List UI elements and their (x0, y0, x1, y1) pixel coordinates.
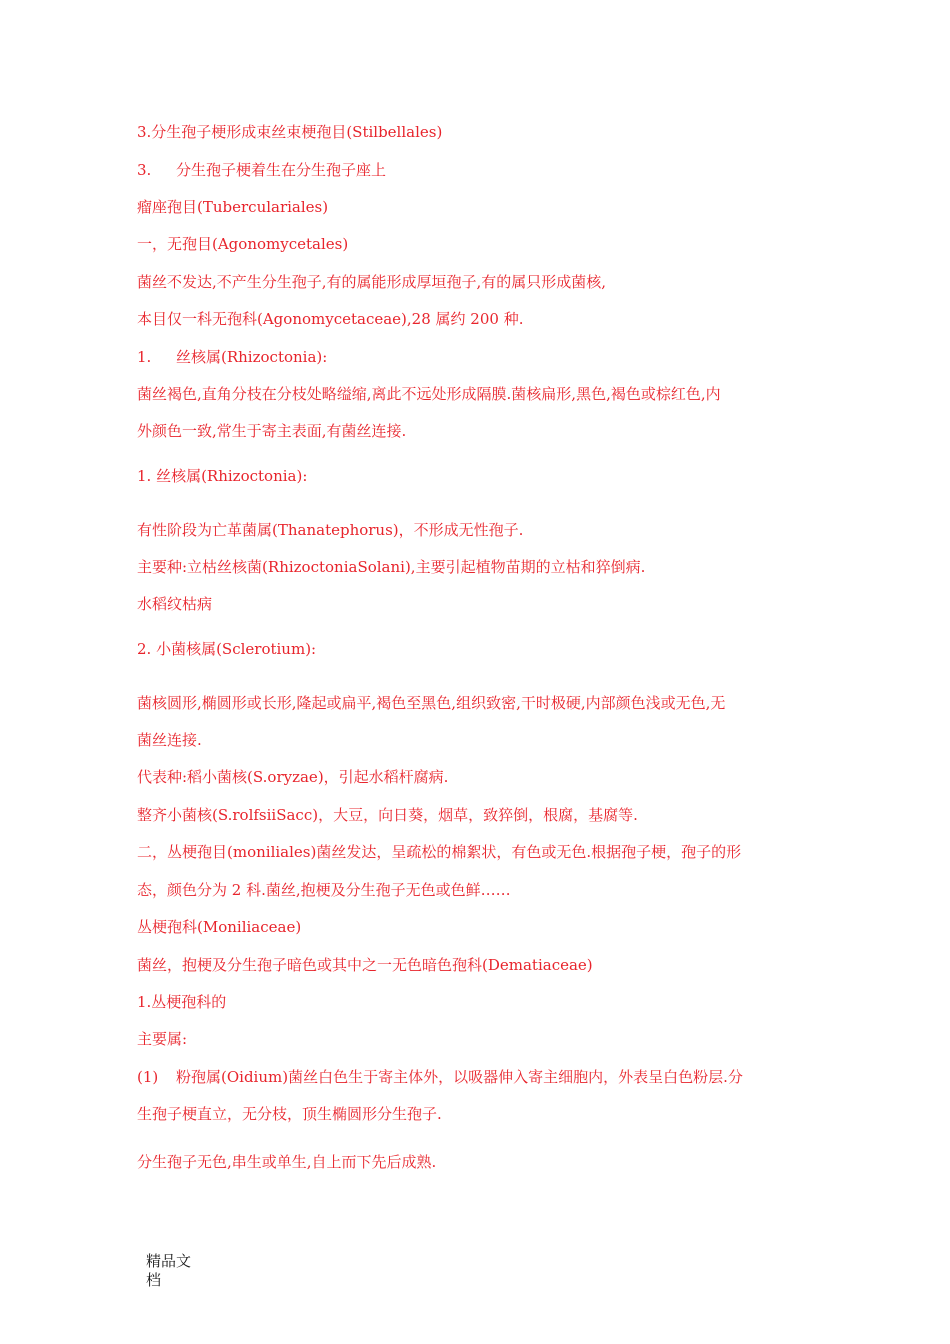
line-7: 1. 丝核属(Rhizoctonia): (137, 348, 328, 366)
footer-line-1: 精品文 (146, 1252, 192, 1270)
line-16: 菌丝连接. (137, 731, 202, 749)
line-2: 3. 分生孢子梗着生在分生孢子座上 (137, 161, 387, 179)
line-8: 菌丝褐色,直角分枝在分枝处略缢缩,离此不远处形成隔膜.菌核扁形,黑色,褐色或棕红色,内 (137, 385, 721, 403)
line-21: 丛梗孢科(Moniliaceae) (137, 918, 302, 936)
line-15: 菌核圆形,椭圆形或长形,隆起或扁平,褐色至黑色,组织致密,干时极硬,内部颜色浅或无色,无 (137, 694, 726, 712)
line-4: 一，无孢目(Agonomycetales) (137, 235, 349, 253)
footer-watermark (146, 1252, 206, 1290)
line-18: 整齐小菌核(S.rolfsiiSacc)，大豆，向日葵，烟草，致猝倒，根腐，基腐等. (137, 806, 638, 824)
line-11: 有性阶段为亡革菌属(Thanatephorus)，不形成无性孢子. (137, 521, 524, 539)
line-13: 水稻纹枯病 (137, 595, 213, 613)
line-1: 3.分生孢子梗形成束丝束梗孢目(Stilbellales) (137, 123, 443, 141)
line-6: 本目仅一科无孢科(Agonomycetaceae),28 属约 200 种. (137, 310, 524, 328)
line-14: 2. 小菌核属(Sclerotium): (137, 640, 317, 658)
line-12: 主要种:立枯丝核菌(RhizoctoniaSolani),主要引起植物苗期的立枯和猝倒病. (137, 558, 646, 576)
line-22: 菌丝，抱梗及分生孢子暗色或其中之一无色暗色孢科(Dematiaceae) (137, 956, 593, 974)
line-17: 代表种:稻小菌核(S.oryzae)，引起水稻杆腐病. (137, 768, 449, 786)
line-20: 态，颜色分为 2 科.菌丝,抱梗及分生孢子无色或色鲜…… (137, 881, 511, 899)
line-23: 1.丛梗孢科的 (137, 993, 227, 1011)
line-27: 分生孢子无色,串生或单生,自上而下先后成熟. (137, 1153, 437, 1171)
line-26: 生孢子梗直立，无分枝，顶生椭圆形分生孢子. (137, 1105, 442, 1123)
line-25: (1) 粉孢属(Oidium)菌丝白色生于寄主体外，以吸器伸入寄主细胞内，外表呈白色粉层.分 (137, 1068, 743, 1086)
line-3: 瘤座孢目(Tuberculariales) (137, 198, 329, 216)
line-24: 主要属: (137, 1030, 188, 1048)
line-19: 二，丛梗孢目(moniliales)菌丝发达，呈疏松的棉絮状，有色或无色.根据孢子梗，孢子的形 (137, 843, 742, 861)
footer-line-2: 档 (146, 1271, 162, 1289)
line-10: 1. 丝核属(Rhizoctonia): (137, 467, 308, 485)
line-5: 菌丝不发达,不产生分生孢子,有的属能形成厚垣孢子,有的属只形成菌核, (137, 273, 607, 291)
line-9: 外颜色一致,常生于寄主表面,有菌丝连接. (137, 422, 407, 440)
